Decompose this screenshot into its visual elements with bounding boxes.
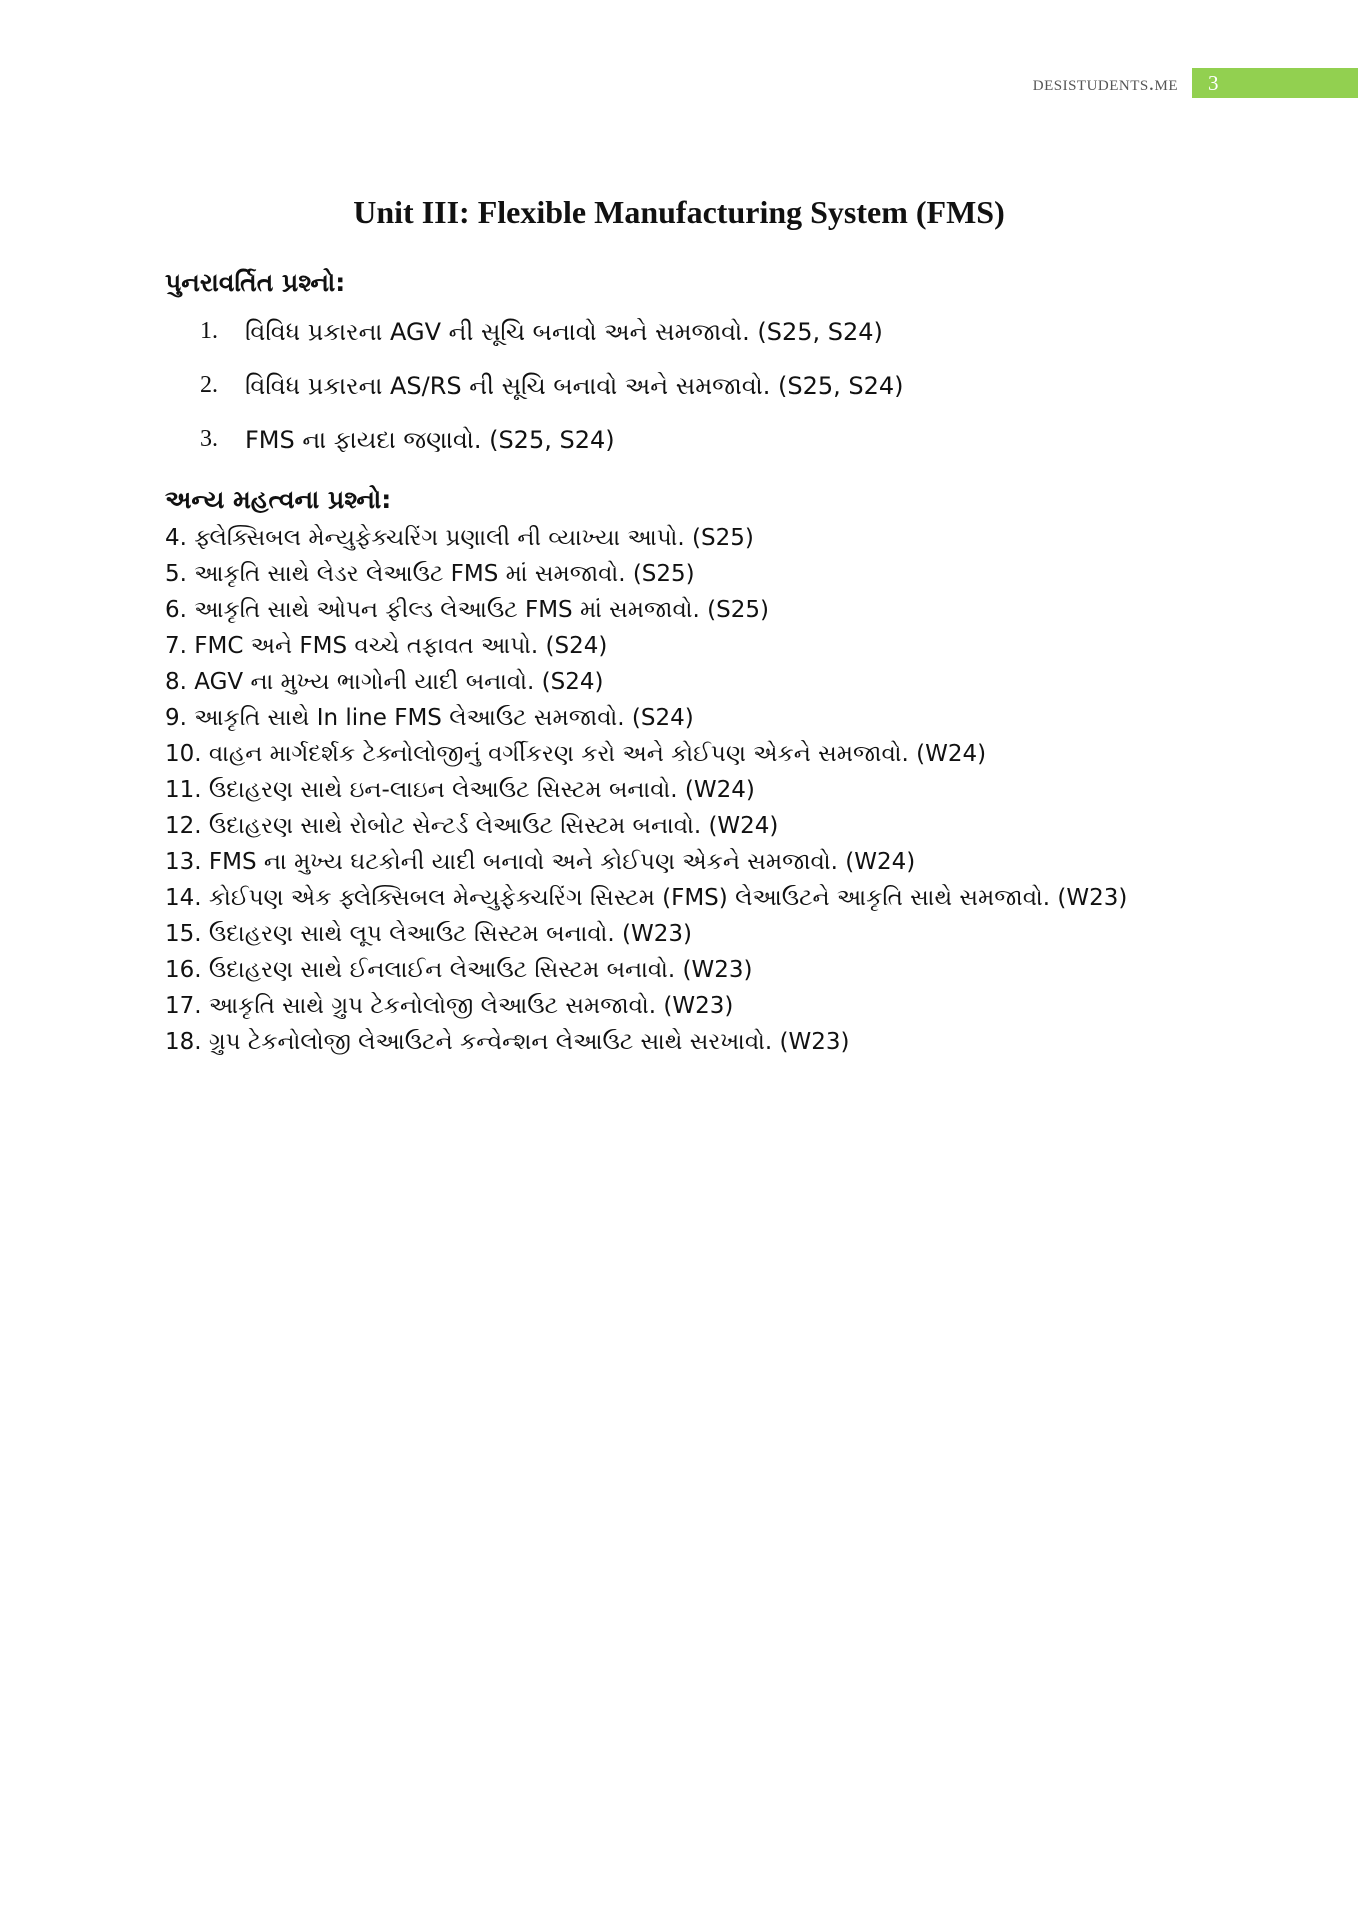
list-item: 13. FMS ના મુખ્ય ઘટકોની યાદી બનાવો અને કોઈપણ એકને સમજાવો. (W24)	[165, 849, 916, 875]
list-item	[200, 426, 904, 480]
other-questions-list	[165, 520, 1127, 1060]
item-text: વિવિધ પ્રકારના AS/RS ની સૂચિ બનાવો અને સમજાવો. (S25, S24)	[245, 372, 904, 400]
list-item	[200, 372, 904, 426]
repeated-questions-list	[200, 318, 904, 480]
list-item: 7. FMC અને FMS વચ્ચે તફાવત આપો. (S24)	[165, 633, 608, 659]
repeated-questions-heading: પુનરાવર્તિત પ્રશ્નો:	[165, 268, 346, 297]
page-header	[1033, 68, 1358, 98]
page-number: 3	[1192, 68, 1358, 98]
list-item	[200, 318, 904, 372]
list-item: 8. AGV ના મુખ્ય ભાગોની યાદી બનાવો. (S24)	[165, 669, 604, 695]
list-item: 9. આકૃતિ સાથે In line FMS લેઆઉટ સમજાવો. (S24)	[165, 705, 694, 731]
list-item: 10. વાહન માર્ગદર્શક ટેક્નોલોજીનું વર્ગીકરણ કરો અને કોઈપણ એકને સમજાવો. (W24)	[165, 741, 987, 767]
page-title: Unit III: Flexible Manufacturing System (FMS)	[353, 194, 1005, 230]
list-item: 14. કોઈપણ એક ફ્લેક્સિબલ મેન્યુફેક્ચરિંગ સિસ્ટમ (FMS) લેઆઉટને આકૃતિ સાથે સમજાવો. (W23)	[165, 885, 1128, 911]
other-questions-heading: અન્ય મહત્વના પ્રશ્નો:	[165, 485, 392, 514]
list-item: 11. ઉદાહરણ સાથે ઇન-લાઇન લેઆઉટ સિસ્ટમ બનાવો. (W24)	[165, 777, 755, 803]
item-number: 1.	[200, 318, 218, 344]
list-item: 18. ગ્રુપ ટેકનોલોજી લેઆઉટને કન્વેન્શન લેઆઉટ સાથે સરખાવો. (W23)	[165, 1029, 850, 1055]
list-item: 16. ઉદાહરણ સાથે ઈનલાઈન લેઆઉટ સિસ્ટમ બનાવો. (W23)	[165, 957, 753, 983]
list-item: 4. ફ્લેક્સિબલ મેન્યુફેક્ચરિંગ પ્રણાલી ની વ્યાખ્યા આપો. (S25)	[165, 525, 754, 551]
list-item: 6. આકૃતિ સાથે ઓપન ફીલ્ડ લેઆઉટ FMS માં સમજાવો. (S25)	[165, 597, 769, 623]
list-item: 12. ઉદાહરણ સાથે રોબોટ સેન્ટર્ડ લેઆઉટ સિસ્ટમ બનાવો. (W24)	[165, 813, 779, 839]
item-text: FMS ના ફાયદા જણાવો. (S25, S24)	[245, 426, 615, 454]
item-number: 2.	[200, 372, 218, 398]
list-item: 17. આકૃતિ સાથે ગ્રુપ ટેકનોલોજી લેઆઉટ સમજાવો. (W23)	[165, 993, 734, 1019]
item-text: વિવિધ પ્રકારના AGV ની સૂચિ બનાવો અને સમજાવો. (S25, S24)	[245, 318, 883, 346]
item-number: 3.	[200, 426, 218, 452]
list-item: 15. ઉદાહરણ સાથે લૂપ લેઆઉટ સિસ્ટમ બનાવો. (W23)	[165, 921, 692, 947]
list-item: 5. આકૃતિ સાથે લેડર લેઆઉટ FMS માં સમજાવો. (S25)	[165, 561, 695, 587]
site-name: desistudents.me	[1032, 70, 1178, 95]
